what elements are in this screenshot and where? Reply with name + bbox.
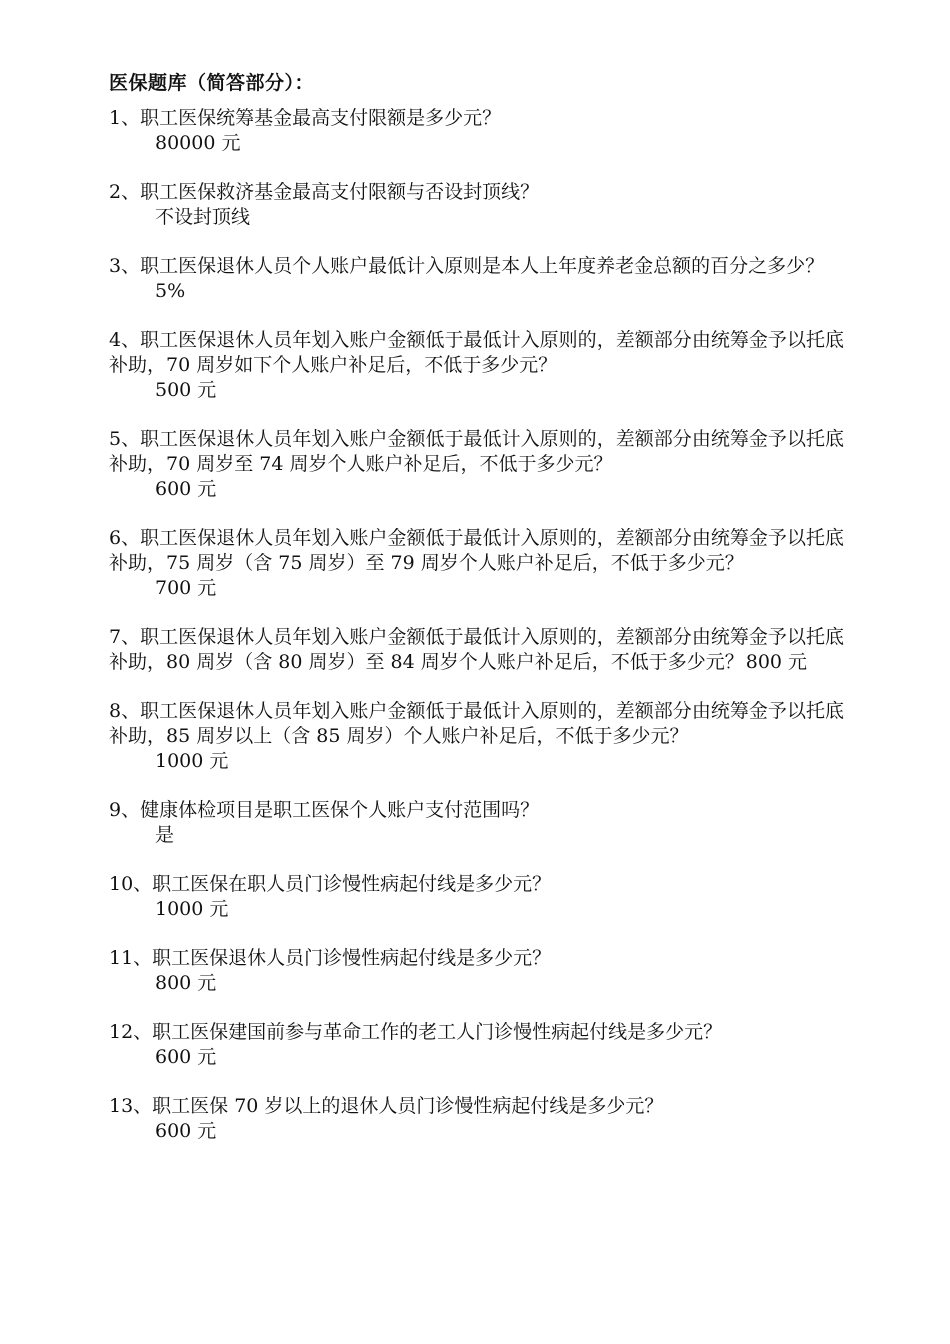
- answer-text: 800 元: [745, 651, 808, 673]
- qa-item-11: [109, 946, 844, 996]
- qa-item-6: [109, 526, 844, 601]
- answer-text: 800 元: [155, 972, 217, 994]
- question-text: 3、职工医保退休人员个人账户最低计入原则是本人上年度养老金总额的百分之多少？: [109, 255, 825, 277]
- qa-item-10: [109, 872, 844, 922]
- qa-item-3: [109, 254, 844, 304]
- question-text: 5、职工医保退休人员年划入账户金额低于最低计入原则的，差额部分由统筹金予以托底补助，70 周岁至 74 周岁个人账户补足后，不低于多少元？: [109, 428, 844, 475]
- question-text: 13、职工医保 70 岁以上的退休人员门诊慢性病起付线是多少元？: [109, 1095, 664, 1117]
- qa-item-4: [109, 328, 844, 403]
- answer-text: 是: [155, 824, 175, 846]
- qa-item-1: [109, 106, 844, 156]
- question-text: 2、职工医保救济基金最高支付限额与否设封顶线？: [109, 181, 540, 203]
- qa-item-9: [109, 798, 844, 848]
- question-text: 1、职工医保统筹基金最高支付限额是多少元？: [109, 107, 502, 129]
- question-text: 4、职工医保退休人员年划入账户金额低于最低计入原则的，差额部分由统筹金予以托底补助，70 周岁如下个人账户补足后，不低于多少元？: [109, 329, 844, 376]
- page-title: 医保题库（简答部分）：: [109, 72, 315, 94]
- answer-text: 700 元: [155, 577, 217, 599]
- question-text: 10、职工医保在职人员门诊慢性病起付线是多少元？: [109, 873, 552, 895]
- qa-item-12: [109, 1020, 844, 1070]
- answer-text: 500 元: [155, 379, 217, 401]
- answer-text: 1000 元: [155, 898, 229, 920]
- answer-text: 不设封顶线: [155, 206, 251, 228]
- question-text: 12、职工医保建国前参与革命工作的老工人门诊慢性病起付线是多少元？: [109, 1021, 723, 1043]
- qa-item-5: [109, 427, 844, 502]
- qa-item-2: [109, 180, 844, 230]
- document-page: [109, 70, 844, 1168]
- answer-text: 80000 元: [155, 132, 241, 154]
- qa-item-13: [109, 1094, 844, 1144]
- qa-item-7: [109, 625, 844, 675]
- question-body: 7、职工医保退休人员年划入账户金额低于最低计入原则的，差额部分由统筹金予以托底补助，80 周岁（含 80 周岁）至 84 周岁个人账户补足后，不低于多少元？: [109, 626, 844, 673]
- question-text: 8、职工医保退休人员年划入账户金额低于最低计入原则的，差额部分由统筹金予以托底补助，85 周岁以上（含 85 周岁）个人账户补足后，不低于多少元？: [109, 700, 844, 747]
- answer-text: 600 元: [155, 1120, 217, 1142]
- answer-text: 5%: [155, 280, 186, 302]
- question-text: 6、职工医保退休人员年划入账户金额低于最低计入原则的，差额部分由统筹金予以托底补助，75 周岁（含 75 周岁）至 79 周岁个人账户补足后，不低于多少元？: [109, 527, 844, 574]
- question-text: [109, 625, 844, 675]
- answer-text: 600 元: [155, 478, 217, 500]
- answer-text: 600 元: [155, 1046, 217, 1068]
- question-text: 9、健康体检项目是职工医保个人账户支付范围吗？: [109, 799, 540, 821]
- question-text: 11、职工医保退休人员门诊慢性病起付线是多少元？: [109, 947, 552, 969]
- answer-text: 1000 元: [155, 750, 229, 772]
- qa-item-8: [109, 699, 844, 774]
